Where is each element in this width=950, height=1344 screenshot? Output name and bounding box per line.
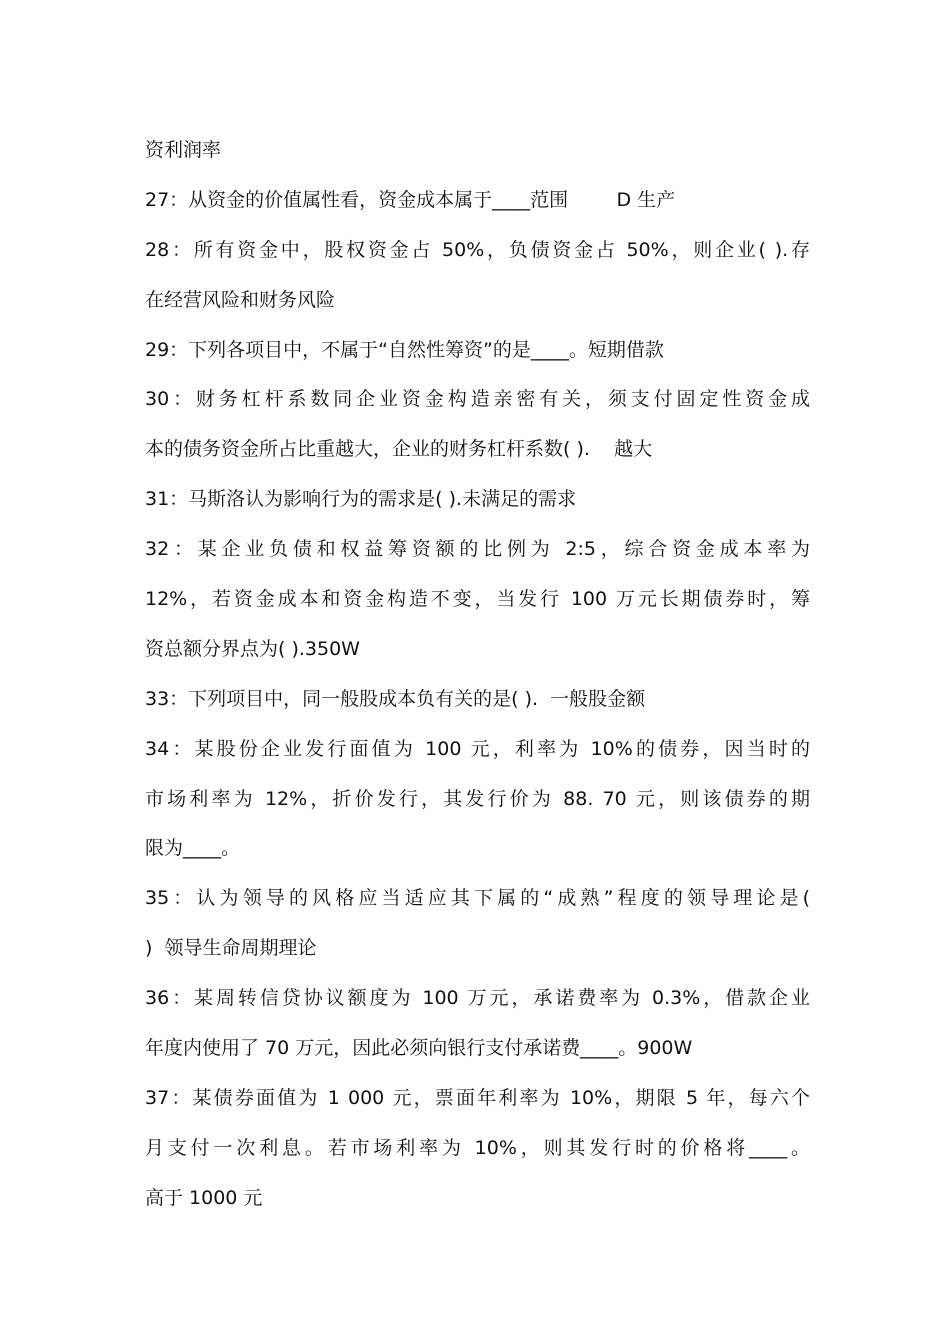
text-line: 年度内使用了 70 万元，因此必须向银行支付承诺费____。900W (145, 1037, 693, 1060)
text-line: 市场利率为 12%，折价发行，其发行价为 88. 70 元，则该债券的期 (145, 787, 810, 810)
text-line: 28：所有资金中，股权资金占 50%，负债资金占 50%，则企业( ).存 (145, 238, 810, 261)
text-line: 37：某债券面值为 1 000 元，票面年利率为 10%，期限 5 年，每六个 (145, 1086, 810, 1109)
text-line: 在经营风险和财务风险 (145, 288, 336, 311)
document-body (145, 126, 810, 1224)
text-line: 高于 1000 元 (145, 1186, 263, 1209)
text-line: 限为____。 (145, 837, 241, 860)
text-line: 本的债务资金所占比重越大，企业的财务杠杆系数( ). 越大 (145, 438, 653, 461)
text-line: 33：下列项目中，同一般股成本负有关的是( ). 一般股金额 (145, 687, 646, 710)
text-line: 34：某股份企业发行面值为 100 元，利率为 10%的债券，因当时的 (145, 737, 810, 760)
text-line: 29：下列各项目中，不属于“自然性筹资”的是____。短期借款 (145, 338, 664, 361)
text-line: 27：从资金的价值属性看，资金成本属于____范围 D 生产 (145, 188, 676, 211)
text-line: 36：某周转信贷协议额度为 100 万元，承诺费率为 0.3%，借款企业 (145, 987, 810, 1010)
text-line: 31：马斯洛认为影响行为的需求是( ).未满足的需求 (145, 488, 577, 511)
text-line: 32：某企业负债和权益筹资额的比例为 2:5，综合资金成本率为 (145, 538, 810, 561)
text-line: 月支付一次利息。若市场利率为 10%，则其发行时的价格将____。 (145, 1136, 810, 1159)
text-line: 资利润率 (145, 139, 222, 161)
text-line: 12%，若资金成本和资金构造不变，当发行 100 万元长期债券时，筹 (145, 588, 810, 611)
text-line: 资总额分界点为( ).350W (145, 637, 360, 660)
text-line: 35：认为领导的风格应当适应其下属的“成熟”程度的领导理论是( (145, 887, 810, 910)
text-line: 30：财务杠杆系数同企业资金构造亲密有关，须支付固定性资金成 (145, 388, 810, 411)
text-line: ) 领导生命周期理论 (145, 937, 317, 960)
